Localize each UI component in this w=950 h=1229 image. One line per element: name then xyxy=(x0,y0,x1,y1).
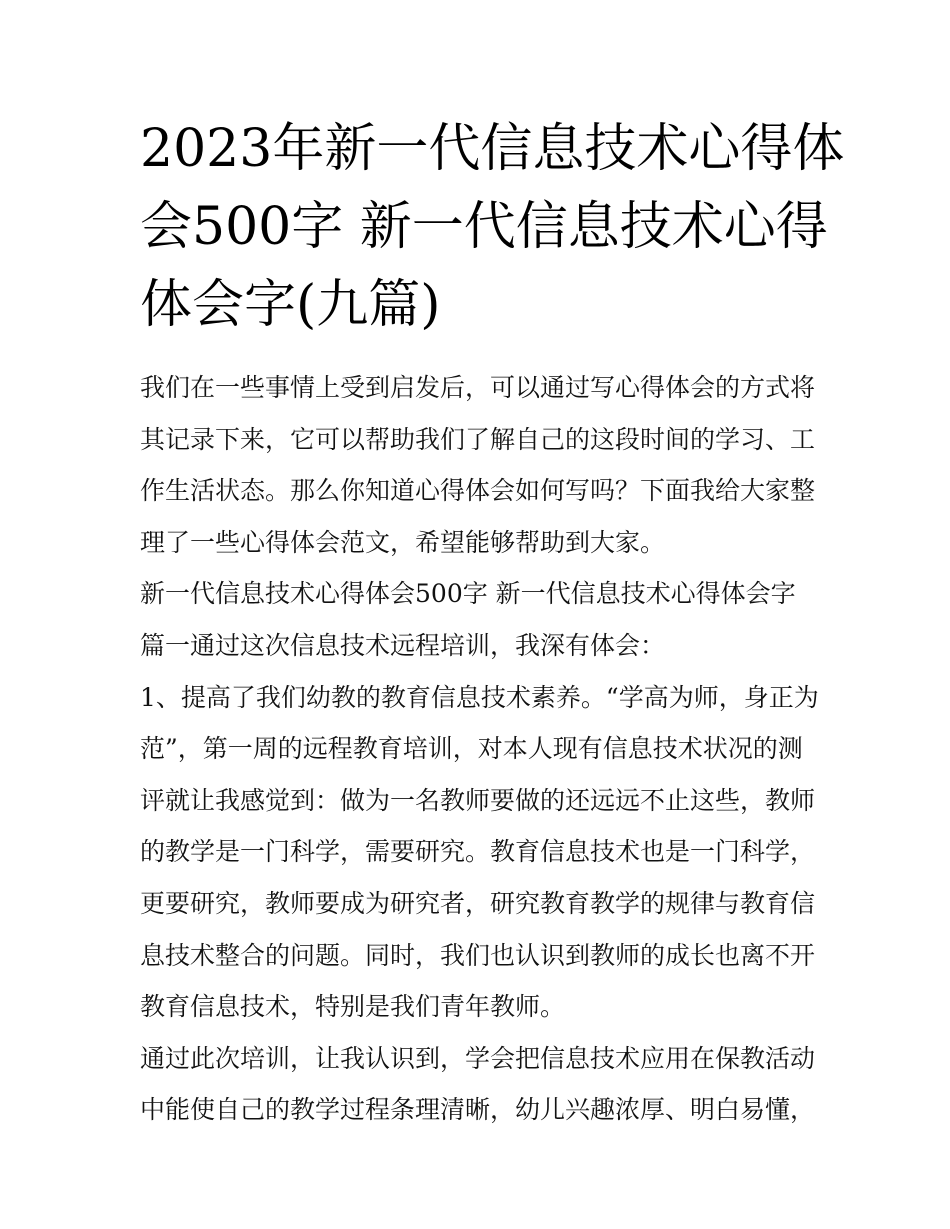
title-line: 2023年新一代信息技术心得体 xyxy=(140,119,845,179)
body-line: 更要研究，教师要成为研究者，研究教育教学的规律与教育信 xyxy=(140,888,816,918)
body-line: 其记录下来，它可以帮助我们了解自己的这段时间的学习、工 xyxy=(140,424,816,454)
body-line: 理了一些心得体会范文，希望能够帮助到大家。 xyxy=(140,527,666,557)
title-line: 会500字 新一代信息技术心得 xyxy=(140,197,828,257)
body-line: 息技术整合的问题。同时，我们也认识到教师的成长也离不开 xyxy=(140,940,816,970)
body-line: 中能使自己的教学过程条理清晰，幼儿兴趣浓厚、明白易懂， xyxy=(140,1095,816,1125)
document-title xyxy=(140,110,845,344)
body-line: 新一代信息技术心得体会500字 新一代信息技术心得体会字 xyxy=(140,579,796,609)
body-line: 教育信息技术，特别是我们青年教师。 xyxy=(140,992,566,1022)
body-line: 的教学是一门科学，需要研究。教育信息技术也是一门科学， xyxy=(140,837,816,867)
body-line: 1、提高了我们幼教的教育信息技术素养。“学高为师，身正为 xyxy=(140,682,819,712)
document-body xyxy=(140,362,820,1136)
body-line: 作生活状态。那么你知道心得体会如何写吗？下面我给大家整 xyxy=(140,476,816,506)
body-line: 通过此次培训，让我认识到，学会把信息技术应用在保教活动 xyxy=(140,1043,816,1073)
body-line: 评就让我感觉到：做为一名教师要做的还远远不止这些，教师 xyxy=(140,785,816,815)
body-line: 范”，第一周的远程教育培训，对本人现有信息技术状况的测 xyxy=(140,734,803,764)
body-line: 篇一通过这次信息技术远程培训，我深有体会： xyxy=(140,630,666,660)
title-line: 体会字(九篇) xyxy=(140,275,441,335)
body-line: 我们在一些事情上受到启发后，可以通过写心得体会的方式将 xyxy=(140,373,816,402)
